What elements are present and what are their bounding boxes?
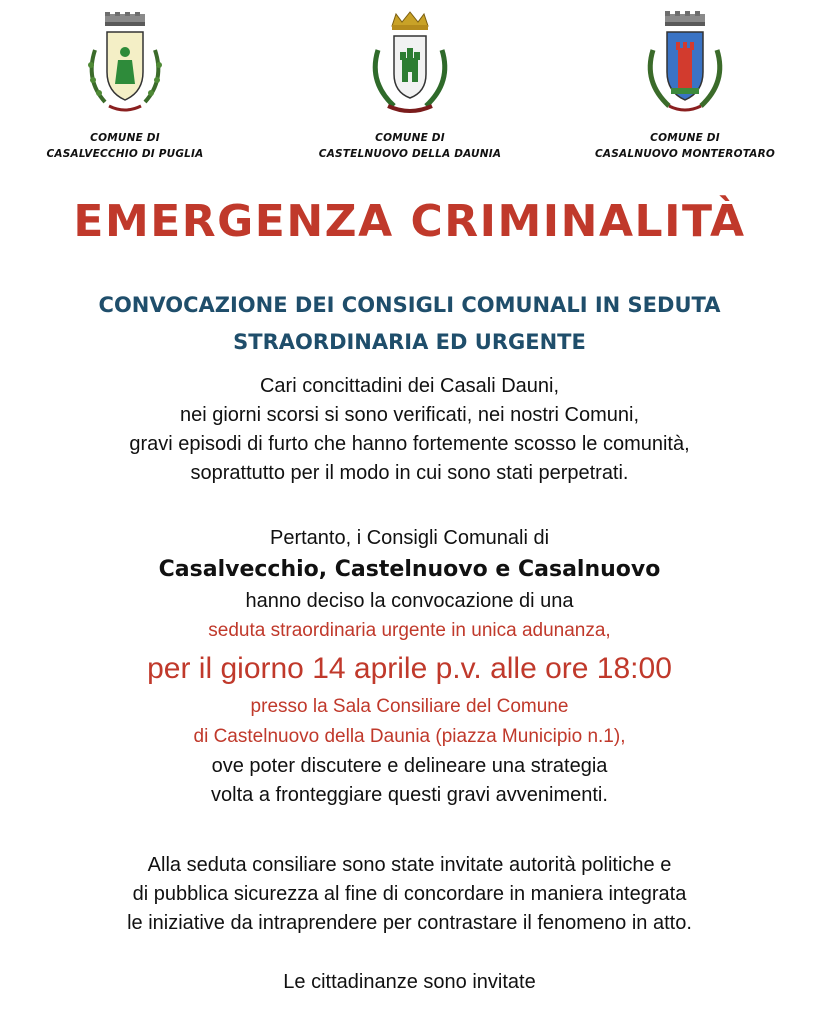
intro-paragraph [0, 372, 819, 488]
purpose-line2: volta a fronteggiare questi gravi avvenimenti. [211, 784, 608, 806]
crest-caption-line1: COMUNE DI [650, 132, 720, 144]
headline: EMERGENZA CRIMINALITÀ [73, 196, 746, 247]
closing-line: Le cittadinanze sono invitate [283, 971, 536, 993]
intro-line: Cari concittadini dei Casali Dauni, [259, 375, 560, 397]
invitation-line: di pubblica sicurezza al fine di concordare in maniera integrata [132, 883, 687, 905]
castelnuovo-crest-icon [360, 10, 460, 118]
casalvecchio-crest-icon [75, 10, 175, 118]
session-type-line: seduta straordinaria urgente in unica adunanza, [208, 620, 611, 641]
announcement-line3: hanno deciso la convocazione di una [245, 590, 574, 612]
municipalities-line: Casalvecchio, Castelnuovo e Casalnuovo [158, 557, 661, 582]
purpose-line1: ove poter discutere e delineare una strategia [211, 755, 608, 777]
subheadline [0, 287, 819, 361]
crest-caption-line2: CASTELNUOVO DELLA DAUNIA [318, 148, 502, 160]
venue-line2: di Castelnuovo della Daunia (piazza Municipio n.1), [193, 726, 626, 747]
announcement-line1: Pertanto, i Consigli Comunali di [269, 527, 550, 549]
subheadline-line1: CONVOCAZIONE DEI CONSIGLI COMUNALI IN SEDUTA [98, 293, 721, 317]
crests-header [0, 10, 819, 170]
invitation-paragraph [0, 851, 819, 938]
crest-casalnuovo [565, 10, 805, 162]
invitation-line: Alla seduta consiliare sono state invitate autorità politiche e [147, 854, 672, 876]
intro-line: gravi episodi di furto che hanno fortemente scosso le comunità, [129, 433, 690, 455]
intro-line: nei giorni scorsi si sono verificati, nei nostri Comuni, [179, 404, 640, 426]
crest-caption-line2: CASALNUOVO MONTEROTARO [595, 148, 775, 160]
crest-caption-line2: CASALVECCHIO DI PUGLIA [46, 148, 204, 160]
announcement-paragraph [0, 524, 819, 810]
crest-caption-line1: COMUNE DI [90, 132, 160, 144]
venue-line1: presso la Sala Consiliare del Comune [250, 696, 569, 717]
crest-caption-line1: COMUNE DI [375, 132, 445, 144]
crest-castelnuovo [290, 10, 530, 162]
crest-casalvecchio [5, 10, 245, 162]
subheadline-line2: STRAORDINARIA ED URGENTE [233, 330, 586, 354]
intro-line: soprattutto per il modo in cui sono stati perpetrati. [190, 462, 629, 484]
casalnuovo-crest-icon [635, 10, 735, 118]
date-time-line: per il giorno 14 aprile p.v. alle ore 18:00 [147, 652, 672, 685]
invitation-line: le iniziative da intraprendere per contrastare il fenomeno in atto. [127, 912, 692, 934]
